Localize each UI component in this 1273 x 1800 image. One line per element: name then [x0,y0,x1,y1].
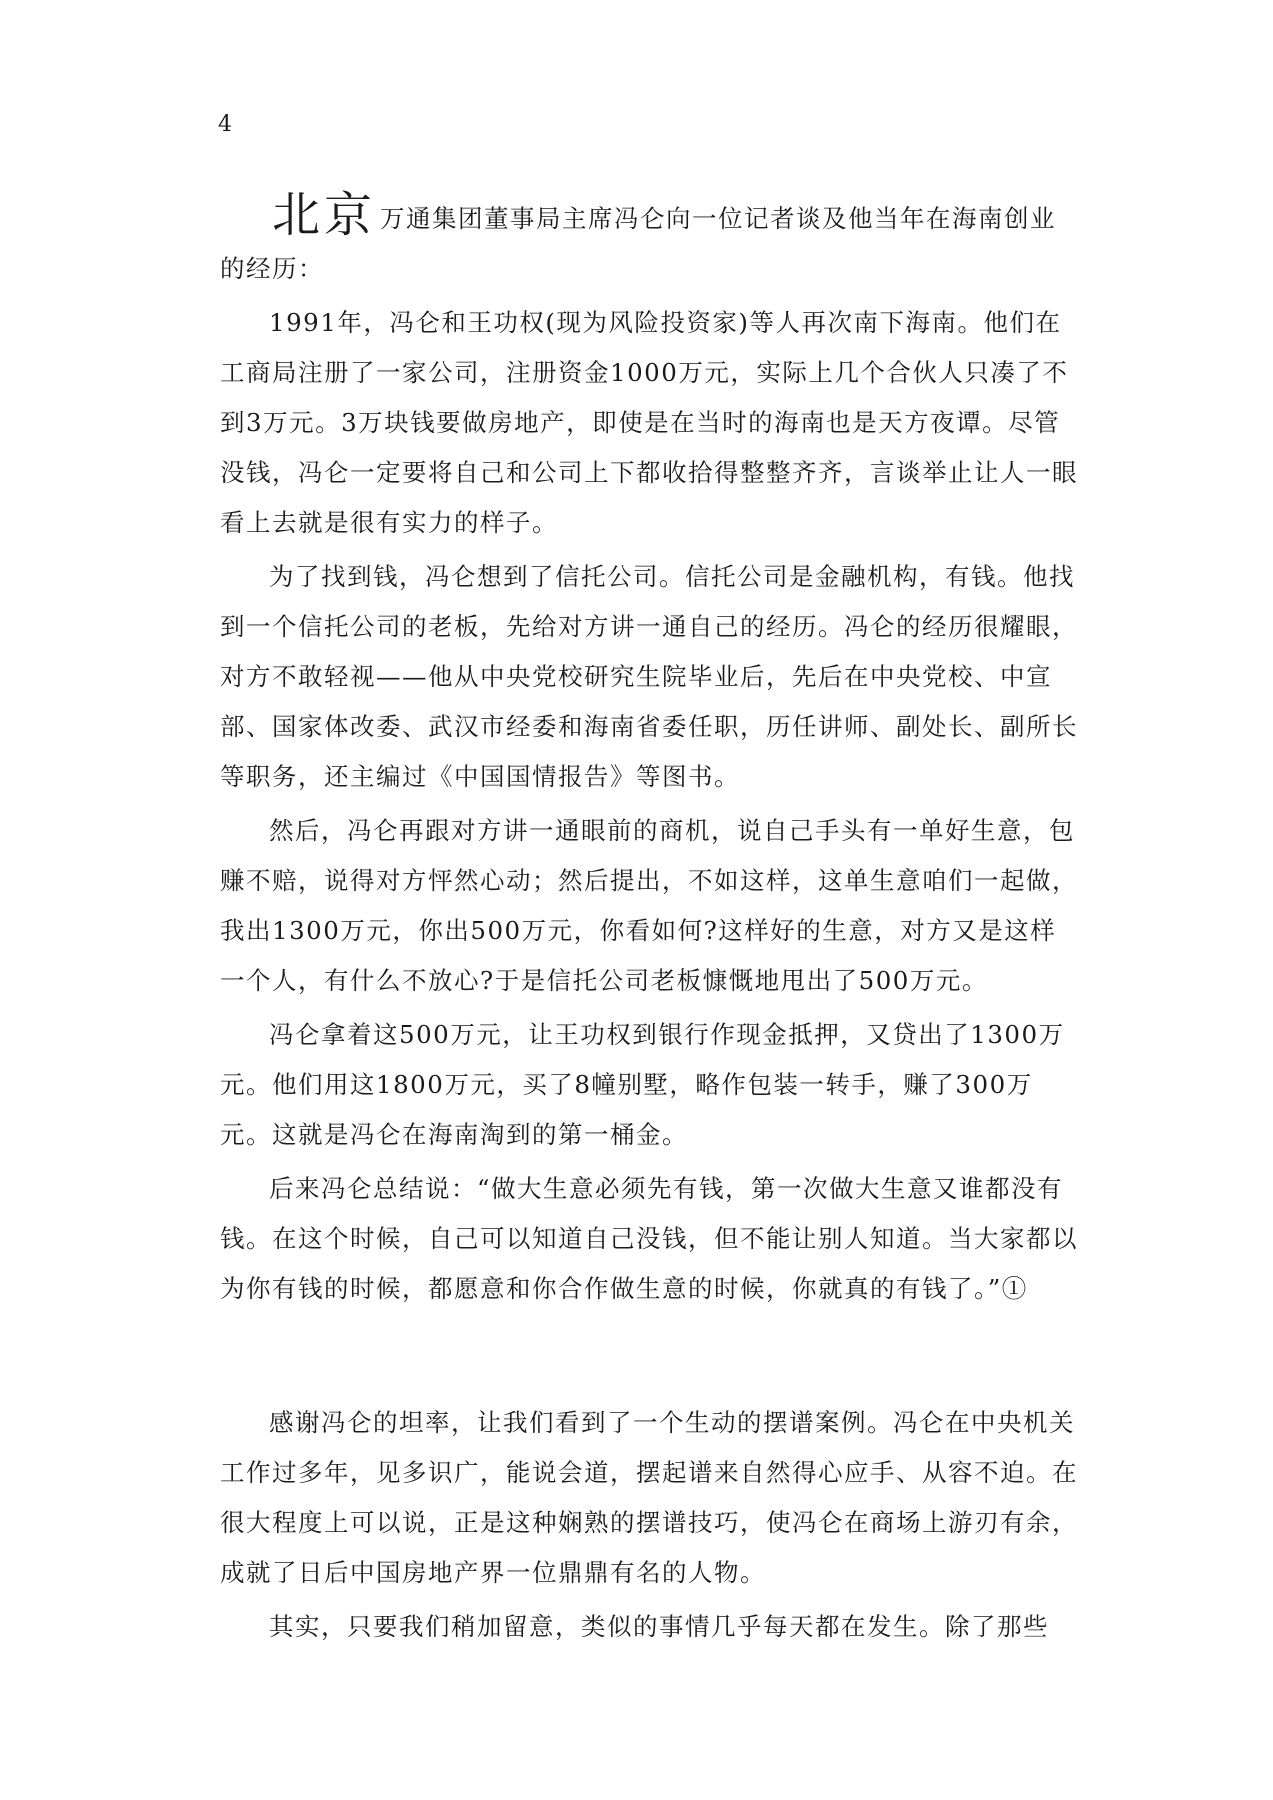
lead-large-characters: 北京 [272,187,377,243]
lead-text: 万通集团董事局主席冯仑向一位记者谈及他当年在海南创业的经历： [220,204,1057,283]
quote-paragraph: 后来冯仑总结说：“做大生意必须先有钱，第一次做大生意又谁都没有钱。在这个时候，自己可以知道自己没钱，但不能让别人知道。当大家都以为你有钱的时候，都愿意和你合作做生意的时候，你就真的有钱了。”① [220,1174,1078,1303]
quote-lead-paragraph [220,187,1080,294]
quote-paragraph: 冯仑拿着这500万元，让王功权到银行作现金抵押，又贷出了1300万元。他们用这1800万元，买了8幢别墅，略作包装一转手，赚了300万元。这就是冯仑在海南淘到的第一桶金。 [220,1020,1065,1149]
page-number: 4 [218,112,232,137]
commentary-paragraph: 感谢冯仑的坦率，让我们看到了一个生动的摆谱案例。冯仑在中央机关工作过多年，见多识广，能说会道，摆起谱来自然得心应手、从容不迫。在很大程度上可以说，正是这种娴熟的摆谱技巧，使冯仑在商场上游刃有余，成就了日后中国房地产界一位鼎鼎有名的人物。 [220,1408,1078,1587]
quote-paragraph: 然后，冯仑再跟对方讲一通眼前的商机，说自己手头有一单好生意，包赚不赔，说得对方怦然心动；然后提出，不如这样，这单生意咱们一起做，我出1300万元，你出500万元，你看如何?这样好的生意，对方又是这样一个人，有什么不放心?于是信托公司老板慷慨地甩出了500万元。 [220,816,1078,995]
commentary-paragraph: 其实，只要我们稍加留意，类似的事情几乎每天都在发生。除了那些 [269,1612,1049,1641]
quote-paragraph: 1991年，冯仑和王功权(现为风险投资家)等人再次南下海南。他们在工商局注册了一家公司，注册资金1000万元，实际上几个合伙人只凑了不到3万元。3万块钱要做房地产，即使是在当时的海南也是天方夜谭。尽管没钱，冯仑一定要将自己和公司上下都收拾得整整齐齐，言谈举止让人一眼看上去就是很有实力的样子。 [220,308,1078,537]
section-spacer [220,1314,1080,1398]
quote-paragraph: 为了找到钱，冯仑想到了信托公司。信托公司是金融机构，有钱。他找到一个信托公司的老板，先给对方讲一通自己的经历。冯仑的经历很耀眼，对方不敢轻视——他从中央党校研究生院毕业后，先后在中央党校、中宣部、国家体改委、武汉市经委和海南省委任职，历任讲师、副处长、副所长等职务，还主编过《中国国情报告》等图书。 [220,562,1078,791]
page-body [220,187,1080,1652]
